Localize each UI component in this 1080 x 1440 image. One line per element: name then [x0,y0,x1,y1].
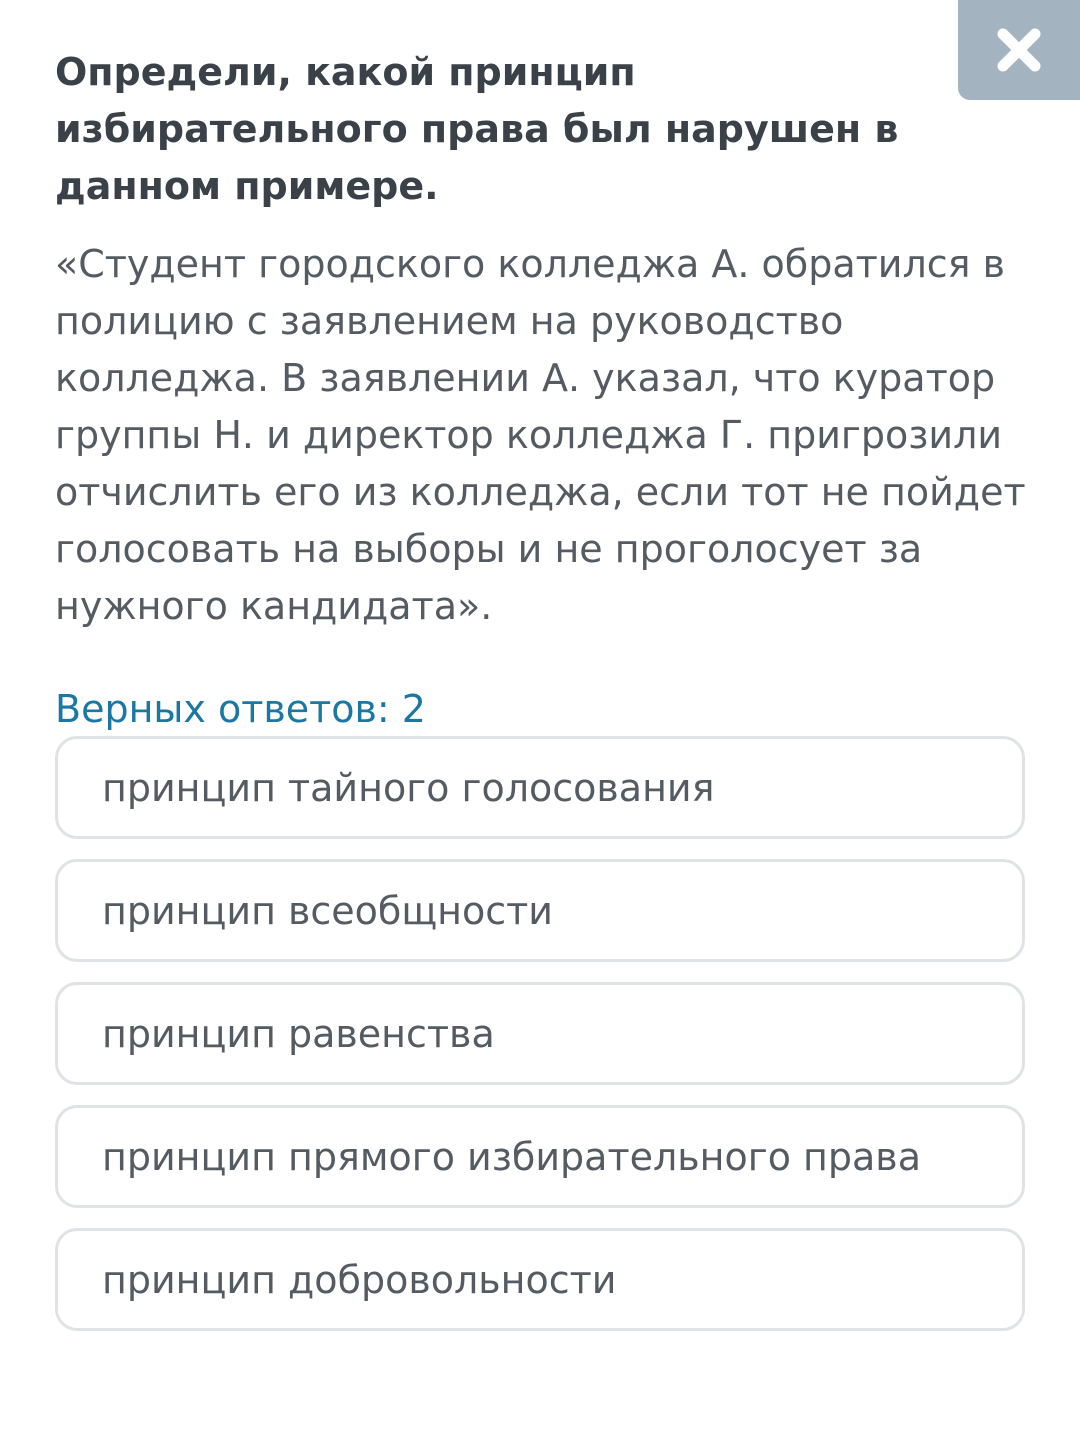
question-text: «Студент городского колледжа А. обратился в полицию с заявлением на руководство колледжа. В заявлении А. указал, что куратор группы Н. и директор колледжа Г. пригрозили отчислить его из колледжа, если тот не пойдет голосовать на выборы и не проголосует за нужного кандидата». [55,242,1026,628]
option-universality[interactable]: принцип всеобщности [55,859,1025,962]
option-voluntariness[interactable]: принцип добровольности [55,1228,1025,1331]
answer-options [55,736,1025,1351]
option-equality[interactable]: принцип равенства [55,982,1025,1085]
option-direct-suffrage[interactable]: принцип прямого избирательного права [55,1105,1025,1208]
close-button[interactable] [958,0,1080,100]
question-title: Определи, какой принцип избирательного права был нарушен в данном примере. [55,50,899,208]
correct-answers-count: Верных ответов: 2 [55,687,426,731]
option-secret-ballot[interactable]: принцип тайного голосования [55,736,1025,839]
close-icon [995,26,1043,74]
